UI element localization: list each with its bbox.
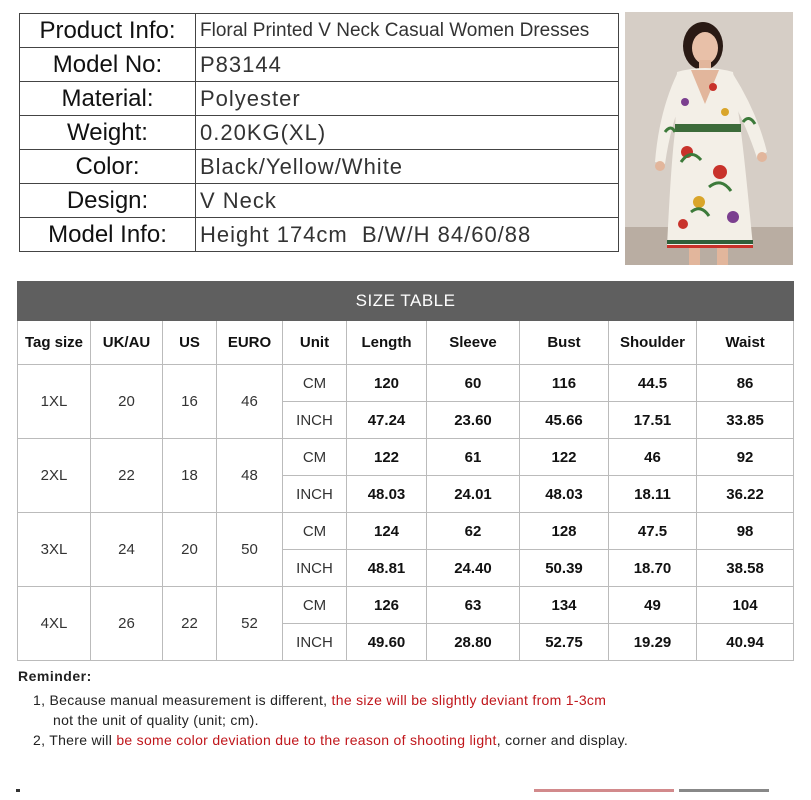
cell-unit: INCH (283, 402, 347, 439)
cell-length: 48.03 (347, 476, 427, 513)
model-photo-illustration (625, 12, 793, 265)
info-label: Model Info: (20, 218, 196, 252)
table-row (18, 513, 794, 550)
reminder-text: 2, There will (33, 732, 117, 748)
header-sleeve: Sleeve (427, 321, 520, 365)
header-us: US (163, 321, 217, 365)
header-length: Length (347, 321, 427, 365)
cell-length: 48.81 (347, 550, 427, 587)
cell-waist: 86 (697, 365, 794, 402)
cell-sleeve: 63 (427, 587, 520, 624)
cell-euro: 48 (217, 439, 283, 513)
info-value: Floral Printed V Neck Casual Women Dresses (196, 14, 619, 48)
cell-waist: 98 (697, 513, 794, 550)
cell-shoulder: 17.51 (609, 402, 697, 439)
info-row-weight (20, 116, 619, 150)
reminder-text: , corner and display. (496, 732, 629, 748)
cell-waist: 33.85 (697, 402, 794, 439)
info-row-design (20, 184, 619, 218)
header-euro: EURO (217, 321, 283, 365)
header-unit: Unit (283, 321, 347, 365)
header-waist: Waist (697, 321, 794, 365)
info-label: Product Info: (20, 14, 196, 48)
cell-sleeve: 60 (427, 365, 520, 402)
cell-shoulder: 46 (609, 439, 697, 476)
reminder-line-1 (33, 690, 798, 710)
cropped-text-remnant (14, 787, 804, 797)
reminder-highlight: the size will be slightly deviant from 1-3cm (331, 692, 607, 708)
cell-sleeve: 24.40 (427, 550, 520, 587)
cell-sleeve: 24.01 (427, 476, 520, 513)
cell-bust: 122 (520, 439, 609, 476)
cell-us: 22 (163, 587, 217, 661)
info-label: Material: (20, 82, 196, 116)
product-info-table (19, 13, 619, 252)
cell-length: 122 (347, 439, 427, 476)
info-value: V Neck (196, 184, 619, 218)
info-value: Polyester (196, 82, 619, 116)
cell-tag-size: 1XL (18, 365, 91, 439)
cell-length: 120 (347, 365, 427, 402)
header-bust: Bust (520, 321, 609, 365)
reminder-line-1-continued: not the unit of quality (unit; cm). (53, 712, 259, 728)
header-shoulder: Shoulder (609, 321, 697, 365)
cell-length: 47.24 (347, 402, 427, 439)
cell-bust: 50.39 (520, 550, 609, 587)
cell-sleeve: 28.80 (427, 624, 520, 661)
table-row (18, 587, 794, 624)
info-value: Black/Yellow/White (196, 150, 619, 184)
cell-unit: INCH (283, 550, 347, 587)
info-label: Weight: (20, 116, 196, 150)
cell-shoulder: 19.29 (609, 624, 697, 661)
cell-euro: 52 (217, 587, 283, 661)
cell-tag-size: 3XL (18, 513, 91, 587)
cell-uk-au: 26 (91, 587, 163, 661)
cell-uk-au: 20 (91, 365, 163, 439)
info-label: Color: (20, 150, 196, 184)
cell-bust: 52.75 (520, 624, 609, 661)
cell-waist: 92 (697, 439, 794, 476)
cell-length: 49.60 (347, 624, 427, 661)
cell-unit: CM (283, 513, 347, 550)
header-uk-au: UK/AU (91, 321, 163, 365)
info-row-material (20, 82, 619, 116)
info-row-color (20, 150, 619, 184)
cell-euro: 50 (217, 513, 283, 587)
cell-unit: INCH (283, 624, 347, 661)
reminder-line-2 (33, 730, 798, 750)
table-row (18, 439, 794, 476)
cell-us: 16 (163, 365, 217, 439)
cell-unit: CM (283, 365, 347, 402)
cell-uk-au: 22 (91, 439, 163, 513)
cell-unit: CM (283, 439, 347, 476)
info-label: Model No: (20, 48, 196, 82)
info-value: 0.20KG(XL) (196, 116, 619, 150)
cell-bust: 116 (520, 365, 609, 402)
cell-unit: CM (283, 587, 347, 624)
cell-unit: INCH (283, 476, 347, 513)
cell-us: 20 (163, 513, 217, 587)
info-label: Design: (20, 184, 196, 218)
cell-us: 18 (163, 439, 217, 513)
cell-shoulder: 18.11 (609, 476, 697, 513)
cell-tag-size: 2XL (18, 439, 91, 513)
info-row-product (20, 14, 619, 48)
header-tag-size: Tag size (18, 321, 91, 365)
cell-bust: 48.03 (520, 476, 609, 513)
cell-bust: 134 (520, 587, 609, 624)
cell-uk-au: 24 (91, 513, 163, 587)
table-row (18, 365, 794, 402)
cell-sleeve: 62 (427, 513, 520, 550)
cell-shoulder: 18.70 (609, 550, 697, 587)
cell-bust: 45.66 (520, 402, 609, 439)
reminder (18, 668, 798, 750)
reminder-text: 1, Because manual measurement is different, (33, 692, 332, 708)
cell-waist: 36.22 (697, 476, 794, 513)
cell-bust: 128 (520, 513, 609, 550)
cell-euro: 46 (217, 365, 283, 439)
info-row-model-info (20, 218, 619, 252)
model-photo (625, 12, 793, 265)
size-table-header-row (18, 321, 794, 365)
info-value: Height 174cm B/W/H 84/60/88 (196, 218, 619, 252)
cell-length: 126 (347, 587, 427, 624)
cell-length: 124 (347, 513, 427, 550)
reminder-highlight: be some color deviation due to the reason of shooting light (116, 732, 497, 748)
cell-shoulder: 49 (609, 587, 697, 624)
cell-waist: 38.58 (697, 550, 794, 587)
cell-sleeve: 23.60 (427, 402, 520, 439)
cell-shoulder: 44.5 (609, 365, 697, 402)
cell-waist: 40.94 (697, 624, 794, 661)
info-row-model-no (20, 48, 619, 82)
size-table-title: SIZE TABLE (18, 282, 794, 321)
cell-tag-size: 4XL (18, 587, 91, 661)
size-table (17, 281, 794, 661)
cell-shoulder: 47.5 (609, 513, 697, 550)
size-table-title-row (18, 282, 794, 321)
reminder-title: Reminder: (18, 668, 92, 684)
cell-sleeve: 61 (427, 439, 520, 476)
cell-waist: 104 (697, 587, 794, 624)
info-value: P83144 (196, 48, 619, 82)
